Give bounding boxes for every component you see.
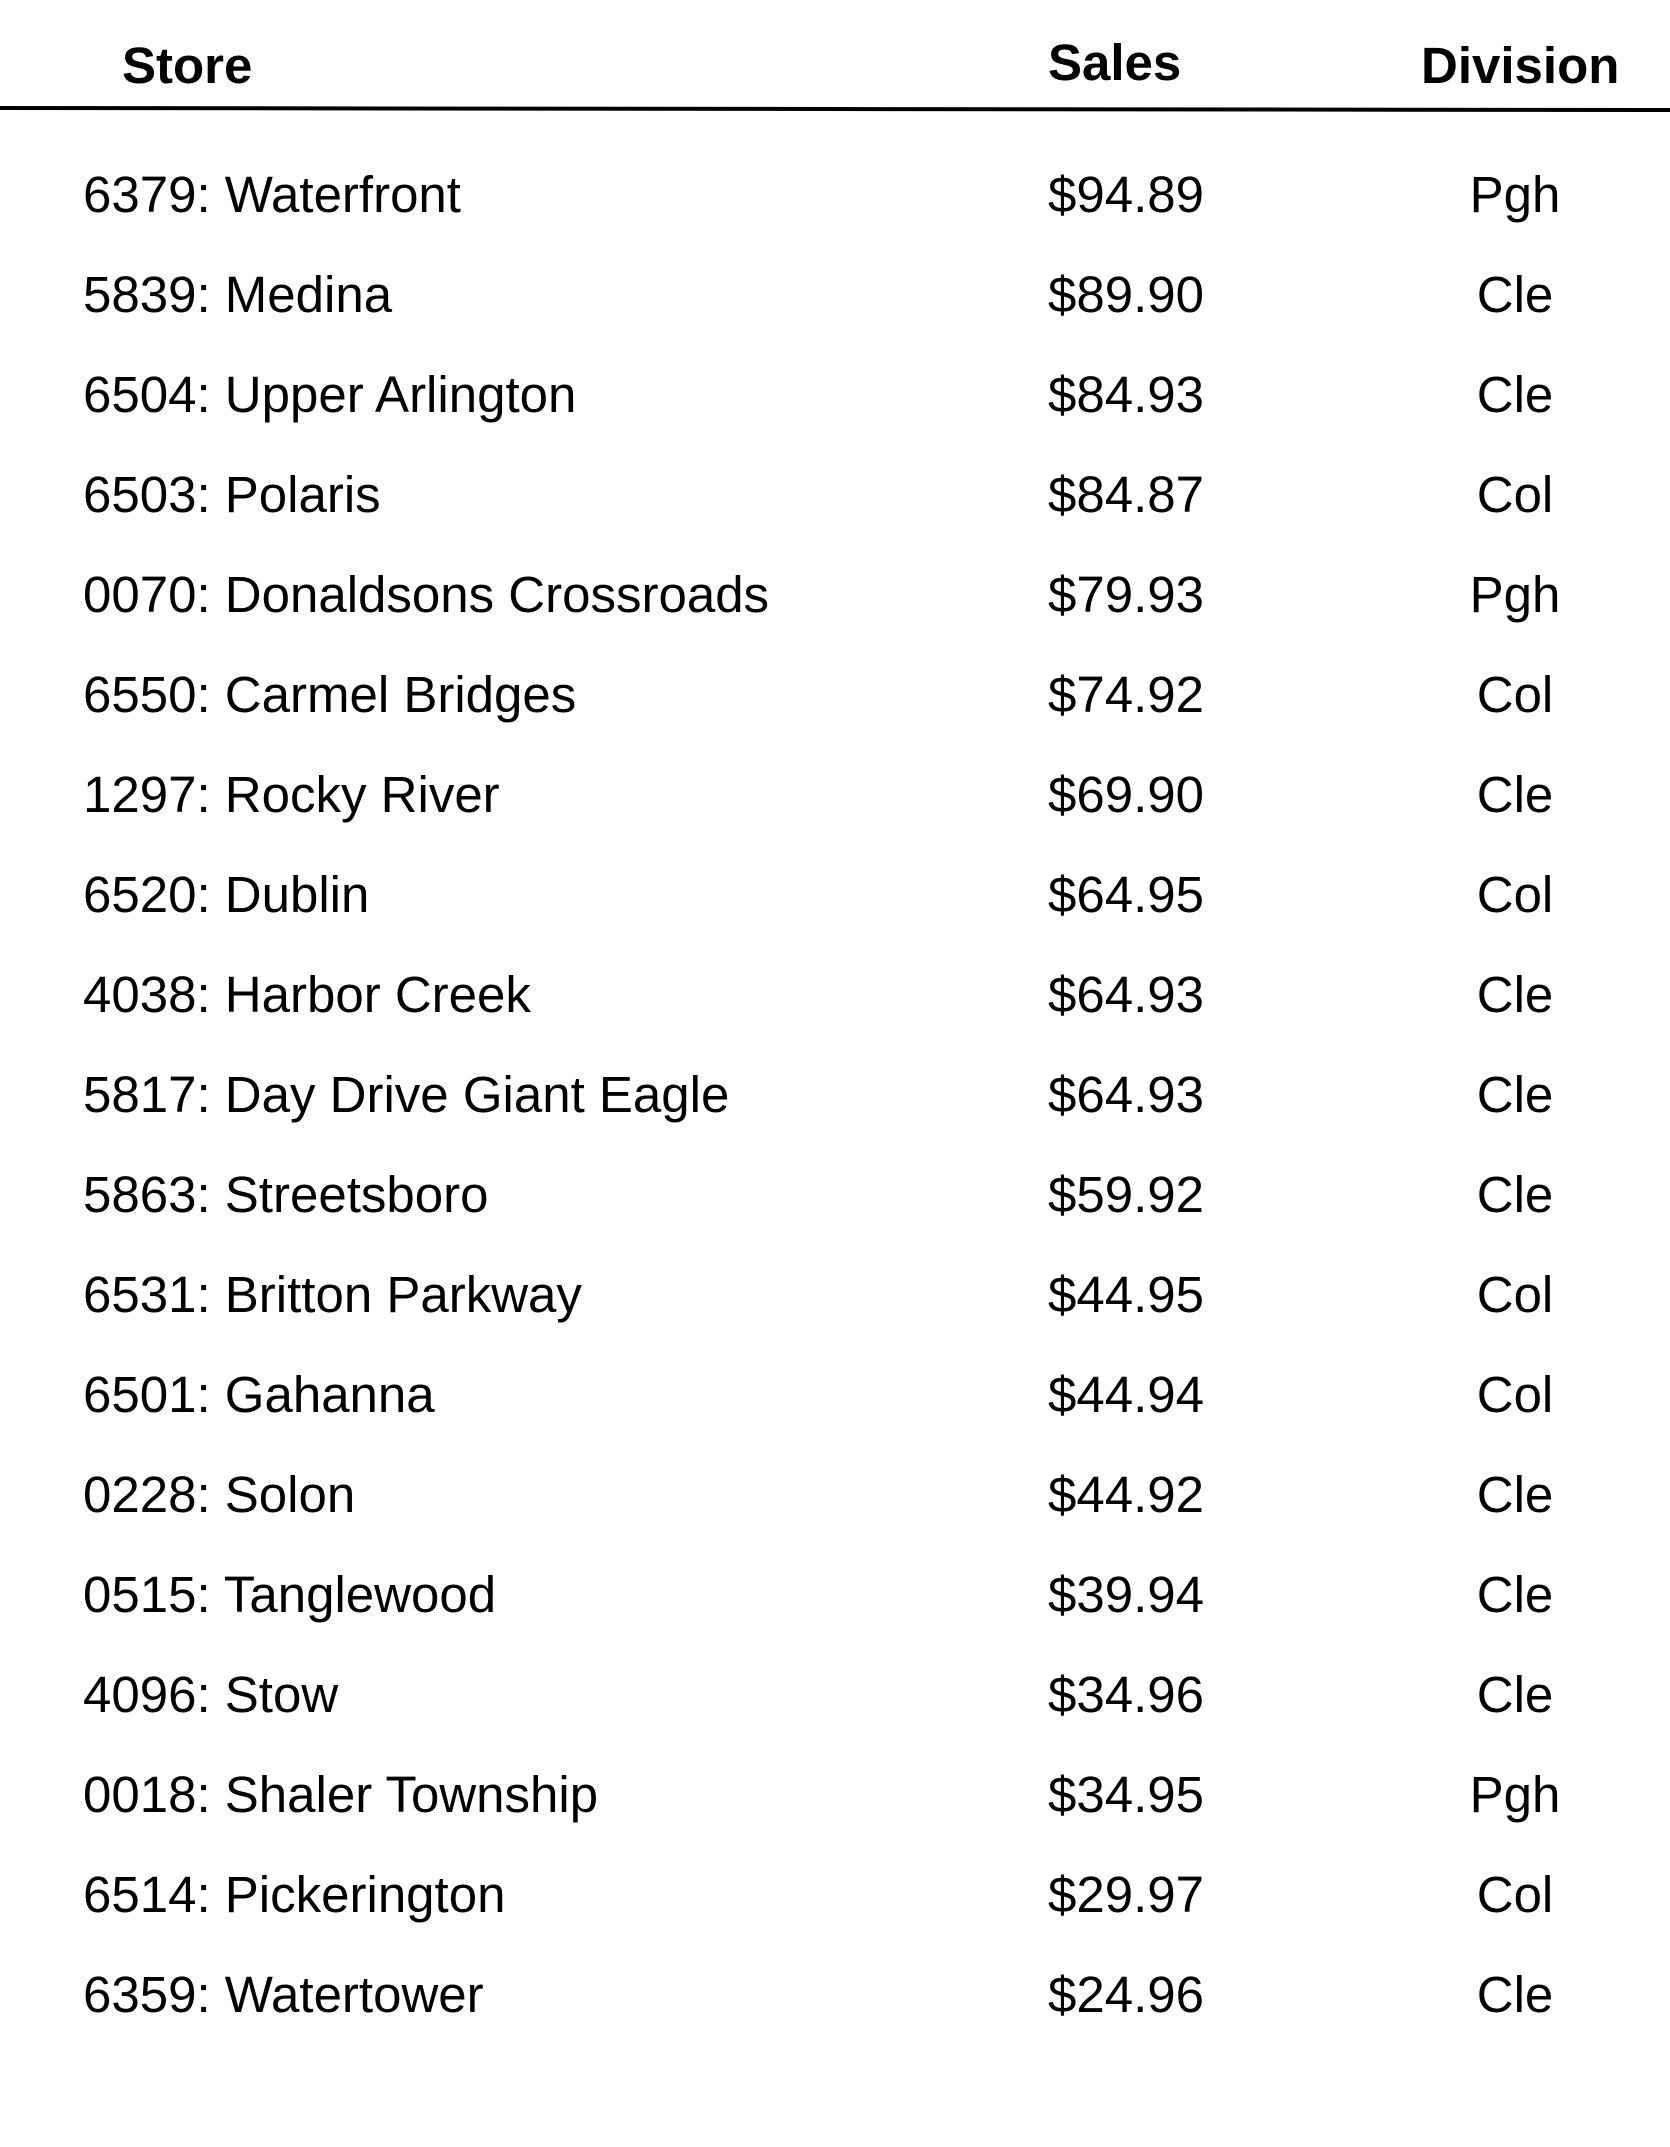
sales-cell: $94.89 — [1048, 166, 1204, 223]
sales-cell: $34.95 — [1048, 1766, 1204, 1823]
table-row — [0, 1865, 1670, 1965]
sales-cell: $39.94 — [1048, 1566, 1204, 1623]
division-cell: Pgh — [1469, 566, 1561, 623]
table-header — [0, 0, 1670, 112]
division-cell: Col — [1476, 1366, 1554, 1423]
division-cell: Cle — [1476, 966, 1554, 1023]
table-row — [0, 1765, 1670, 1865]
division-cell: Cle — [1476, 1966, 1554, 2023]
sales-cell: $79.93 — [1048, 566, 1204, 623]
store-cell: 6520: Dublin — [83, 866, 370, 923]
division-cell: Cle — [1476, 766, 1554, 823]
store-cell: 0018: Shaler Township — [83, 1766, 599, 1823]
division-cell: Pgh — [1469, 166, 1561, 223]
division-cell: Cle — [1476, 266, 1554, 323]
sales-cell: $69.90 — [1048, 766, 1204, 823]
table-row — [0, 765, 1670, 865]
division-cell: Cle — [1476, 1166, 1554, 1223]
table-row — [0, 865, 1670, 965]
store-cell: 6550: Carmel Bridges — [83, 666, 577, 723]
header-store: Store — [122, 37, 253, 94]
sales-cell: $89.90 — [1048, 266, 1204, 323]
table-row — [0, 1965, 1670, 2065]
sales-cell: $29.97 — [1048, 1866, 1204, 1923]
table-row — [0, 165, 1670, 265]
division-cell: Pgh — [1469, 1766, 1561, 1823]
store-cell: 0515: Tanglewood — [83, 1566, 497, 1623]
store-cell: 4096: Stow — [83, 1666, 339, 1723]
table-body — [0, 165, 1670, 2065]
store-cell: 0228: Solon — [83, 1466, 356, 1523]
store-cell: 6504: Upper Arlington — [83, 366, 577, 423]
store-cell: 6531: Britton Parkway — [83, 1266, 582, 1323]
sales-cell: $44.92 — [1048, 1466, 1204, 1523]
sales-cell: $64.93 — [1048, 1066, 1204, 1123]
header-divider — [0, 106, 1670, 112]
store-cell: 6379: Waterfront — [83, 166, 461, 223]
sales-cell: $64.95 — [1048, 866, 1204, 923]
table-row — [0, 965, 1670, 1065]
table-row — [0, 1065, 1670, 1165]
store-cell: 5839: Medina — [83, 266, 393, 323]
sales-cell: $84.93 — [1048, 366, 1204, 423]
store-cell: 6359: Watertower — [83, 1966, 484, 2023]
division-cell: Cle — [1476, 1566, 1554, 1623]
header-division: Division — [1421, 37, 1620, 94]
sales-cell: $59.92 — [1048, 1166, 1204, 1223]
table-row — [0, 265, 1670, 365]
division-cell: Col — [1476, 466, 1554, 523]
division-cell: Cle — [1476, 1666, 1554, 1723]
division-cell: Col — [1476, 866, 1554, 923]
store-cell: 0070: Donaldsons Crossroads — [83, 566, 770, 623]
division-cell: Col — [1476, 1866, 1554, 1923]
header-sales: Sales — [1048, 34, 1182, 91]
store-cell: 6514: Pickerington — [83, 1866, 506, 1923]
table-row — [0, 565, 1670, 665]
table-row — [0, 1665, 1670, 1765]
store-cell: 1297: Rocky River — [83, 766, 500, 823]
table-row — [0, 1265, 1670, 1365]
sales-cell: $24.96 — [1048, 1966, 1204, 2023]
division-cell: Col — [1476, 1266, 1554, 1323]
division-cell: Col — [1476, 666, 1554, 723]
sales-cell: $34.96 — [1048, 1666, 1204, 1723]
sales-cell: $44.95 — [1048, 1266, 1204, 1323]
sales-cell: $44.94 — [1048, 1366, 1204, 1423]
table-row — [0, 665, 1670, 765]
store-cell: 6501: Gahanna — [83, 1366, 435, 1423]
table-row — [0, 465, 1670, 565]
division-cell: Cle — [1476, 366, 1554, 423]
table-row — [0, 365, 1670, 465]
store-cell: 6503: Polaris — [83, 466, 381, 523]
store-cell: 5817: Day Drive Giant Eagle — [83, 1066, 730, 1123]
sales-cell: $64.93 — [1048, 966, 1204, 1023]
table-row — [0, 1465, 1670, 1565]
store-cell: 4038: Harbor Creek — [83, 966, 531, 1023]
table-row — [0, 1365, 1670, 1465]
sales-cell: $74.92 — [1048, 666, 1204, 723]
table-row — [0, 1165, 1670, 1265]
division-cell: Cle — [1476, 1066, 1554, 1123]
store-cell: 5863: Streetsboro — [83, 1166, 489, 1223]
sales-cell: $84.87 — [1048, 466, 1204, 523]
division-cell: Cle — [1476, 1466, 1554, 1523]
table-row — [0, 1565, 1670, 1665]
